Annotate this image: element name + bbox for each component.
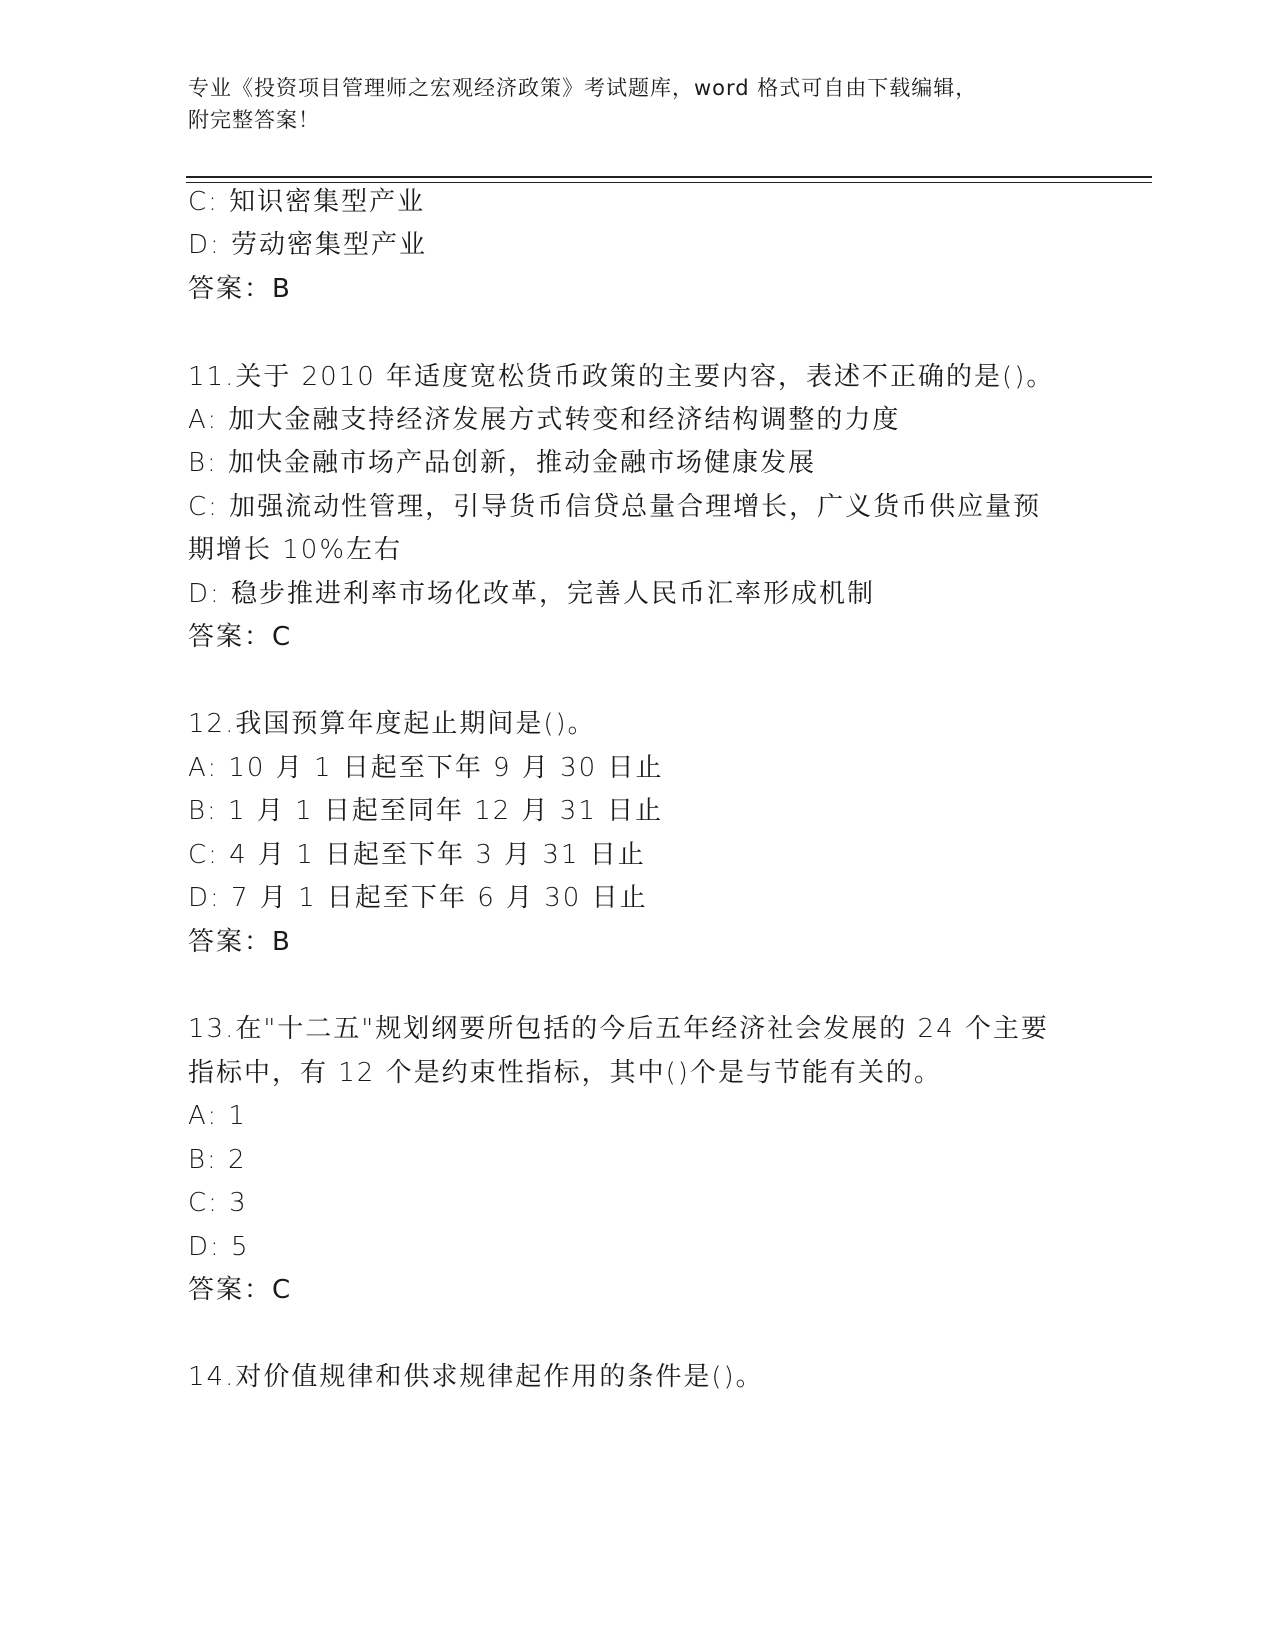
q11-option-a: A: 加大金融支持经济发展方式转变和经济结构调整的力度 bbox=[188, 405, 901, 435]
prev-option-d: D: 劳动密集型产业 bbox=[188, 230, 428, 260]
q11-stem: 11.关于 2010 年适度宽松货币政策的主要内容，表述不正确的是()。 bbox=[188, 362, 1055, 392]
q11-option-c-line2: 期增长 10%左右 bbox=[188, 535, 403, 565]
q13-stem-line1: 13.在"十二五"规划纲要所包括的今后五年经济社会发展的 24 个主要 bbox=[188, 1014, 1049, 1044]
q12-answer: 答案：B bbox=[188, 927, 292, 957]
q13-option-a: A: 1 bbox=[188, 1101, 247, 1131]
header-line-2: 附完整答案！ bbox=[188, 108, 320, 132]
q13-option-b: B: 2 bbox=[188, 1145, 247, 1175]
q13-option-c: C: 3 bbox=[188, 1188, 248, 1218]
q13-stem-line2: 指标中，有 12 个是约束性指标，其中()个是与节能有关的。 bbox=[188, 1058, 942, 1088]
document-header bbox=[188, 72, 1068, 136]
q11-answer: 答案：C bbox=[188, 622, 293, 652]
q12-option-a: A: 10 月 1 日起至下年 9 月 30 日止 bbox=[188, 753, 664, 783]
q11-option-b: B: 加快金融市场产品创新，推动金融市场健康发展 bbox=[188, 448, 817, 478]
q14-stem: 14.对价值规律和供求规律起作用的条件是()。 bbox=[188, 1362, 764, 1392]
q12-stem: 12.我国预算年度起止期间是()。 bbox=[188, 709, 596, 739]
header-divider-thick bbox=[186, 176, 1152, 178]
q13-answer: 答案：C bbox=[188, 1275, 293, 1305]
q13-option-d: D: 5 bbox=[188, 1232, 250, 1262]
q12-option-b: B: 1 月 1 日起至同年 12 月 31 日止 bbox=[188, 796, 664, 826]
q11-option-d: D: 稳步推进利率市场化改革，完善人民币汇率形成机制 bbox=[188, 579, 876, 609]
header-line-1: 专业《投资项目管理师之宏观经济政策》考试题库，word 格式可自由下载编辑， bbox=[188, 76, 978, 100]
q12-option-c: C: 4 月 1 日起至下年 3 月 31 日止 bbox=[188, 840, 646, 870]
q11-option-c-line1: C: 加强流动性管理，引导货币信贷总量合理增长，广义货币供应量预 bbox=[188, 492, 1042, 522]
q12-option-d: D: 7 月 1 日起至下年 6 月 30 日止 bbox=[188, 883, 648, 913]
prev-option-c: C: 知识密集型产业 bbox=[188, 187, 426, 217]
prev-answer: 答案：B bbox=[188, 274, 292, 304]
